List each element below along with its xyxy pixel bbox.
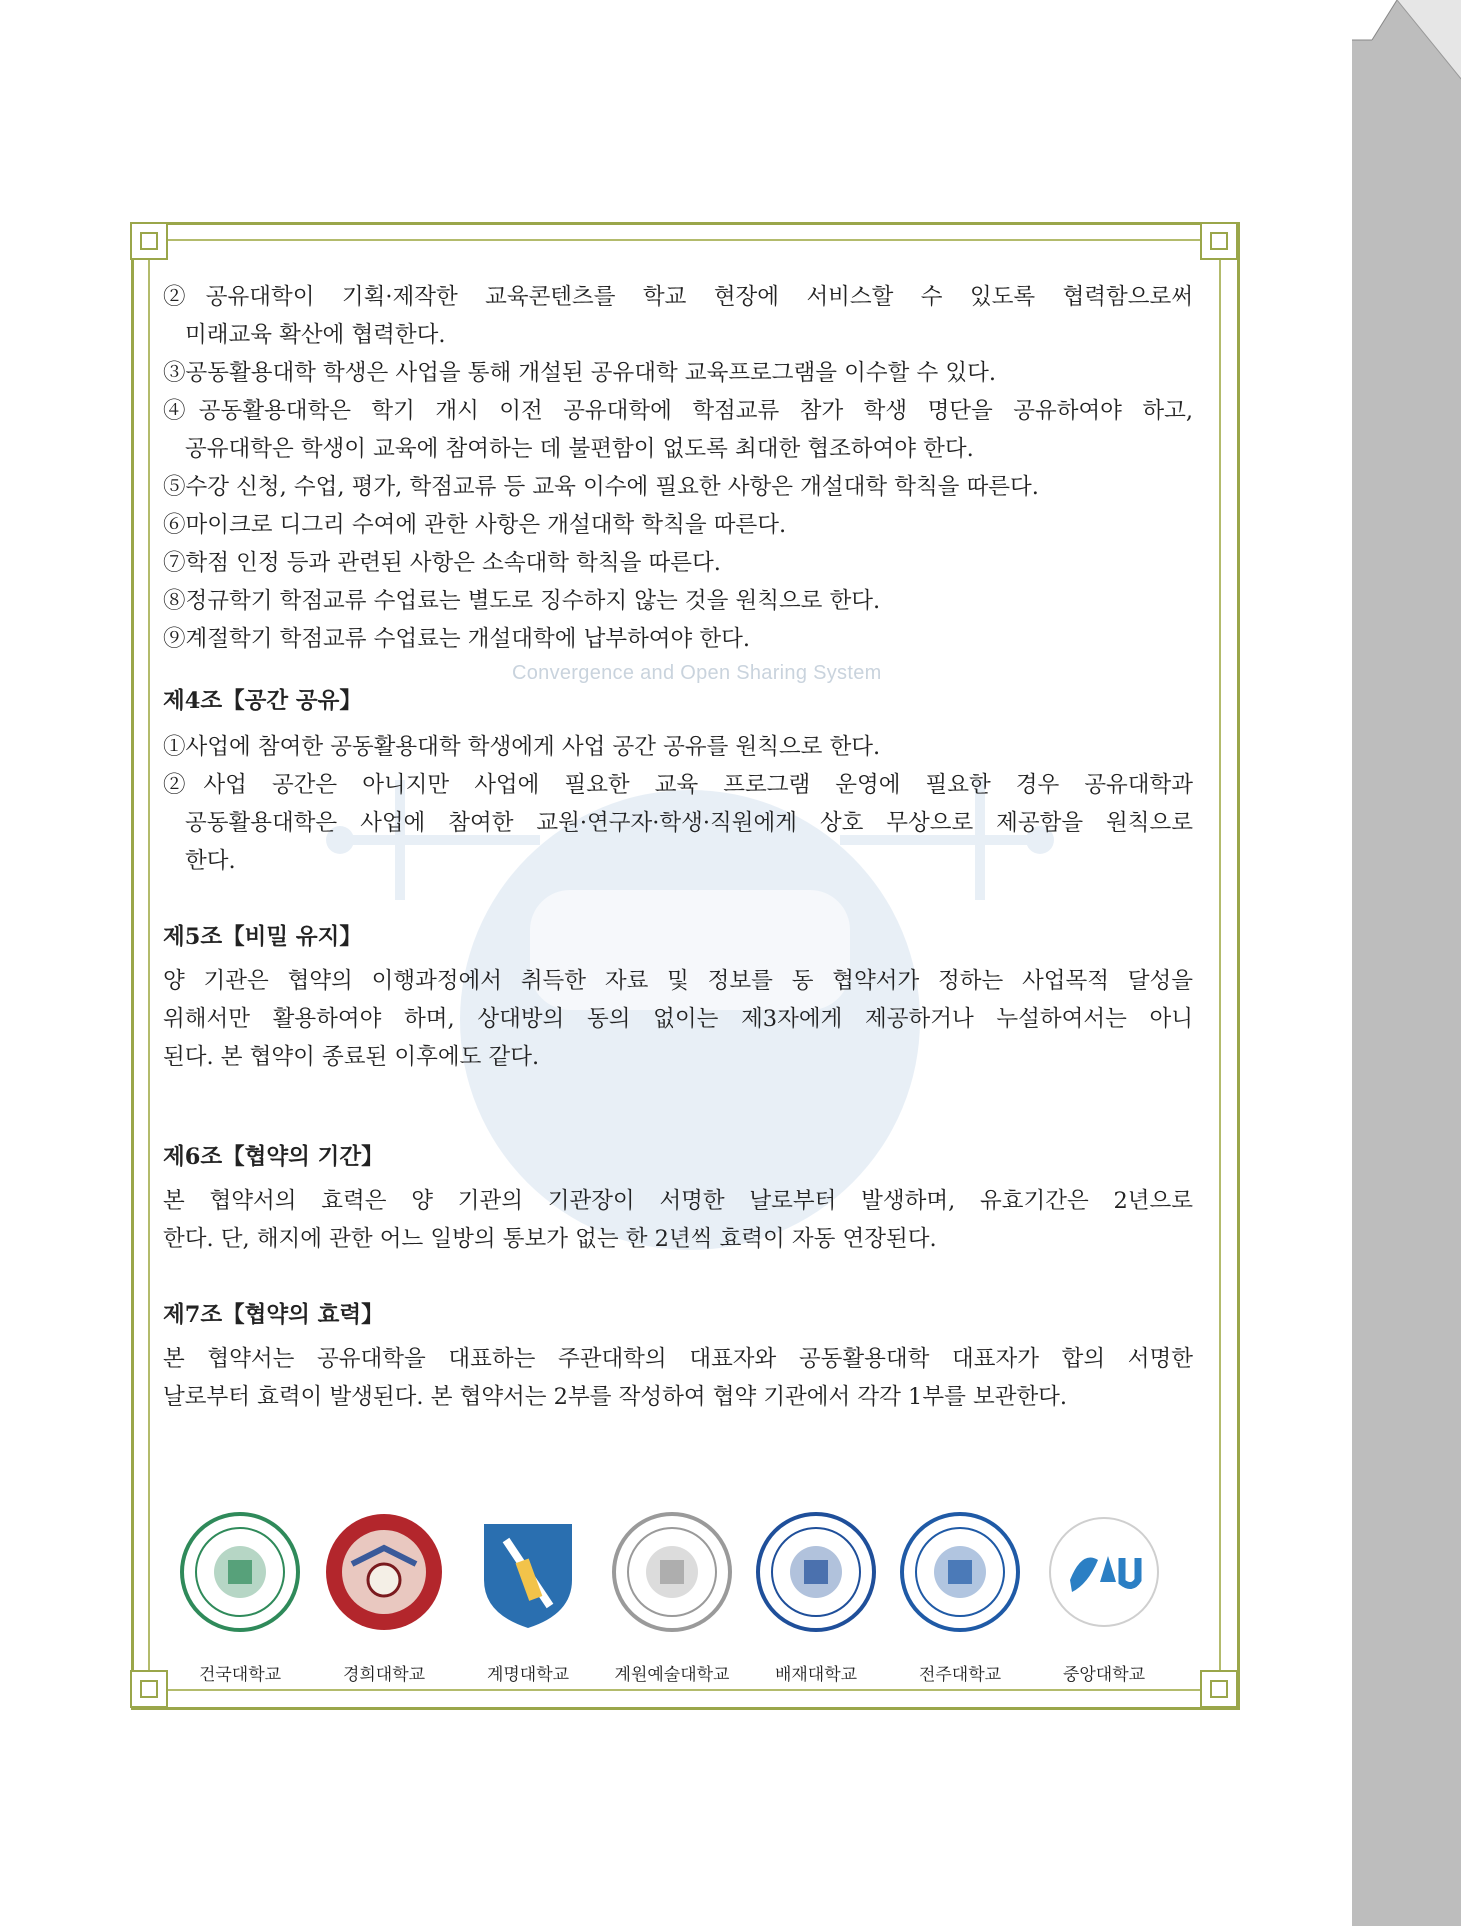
clause-line: 공동활용대학은 사업에 참여한 교원·연구자·학생·직원에게 상호 무상으로 제공함을 원칙으로: [185, 810, 1193, 836]
university-name: 중앙대학교: [1062, 1665, 1146, 1685]
kaywon-seal-icon: [610, 1510, 734, 1634]
watermark-caption: Convergence and Open Sharing System: [512, 662, 882, 684]
clause-line: ⑤수강 신청, 수업, 평가, 학점교류 등 교육 이수에 필요한 사항은 개설대학 학칙을 따른다.: [163, 474, 1039, 500]
university-name: 전주대학교: [918, 1665, 1002, 1685]
clause-line: ⑥마이크로 디그리 수여에 관한 사항은 개설대학 학칙을 따른다.: [163, 512, 787, 538]
page-edge-shadow: [1352, 0, 1461, 1926]
frame-corner-ornament: [130, 1670, 168, 1708]
clause-line: ⑦학점 인정 등과 관련된 사항은 소속대학 학칙을 따른다.: [163, 550, 721, 576]
university-logo: [890, 1510, 1030, 1685]
article4-title: 제4조【공간 공유】: [163, 688, 362, 714]
clause-line: 공유대학은 학생이 교육에 참여하는 데 불편함이 없도록 최대한 협조하여야 한다.: [185, 436, 974, 462]
article3-continued: [163, 278, 1193, 658]
paragraph-line: 날로부터 효력이 발생된다. 본 협약서는 2부를 작성하여 협약 기관에서 각각 1부를 보관한다.: [163, 1384, 1068, 1410]
clause-line: ②공유대학이 기획·제작한 교육콘텐츠를 학교 현장에 서비스할 수 있도록 협력함으로써: [163, 284, 1193, 310]
konkuk-seal-icon: [178, 1510, 302, 1634]
paragraph-line: 한다. 단, 해지에 관한 어느 일방의 통보가 없는 한 2년씩 효력이 자동 연장된다.: [163, 1226, 937, 1252]
university-logo: [170, 1510, 310, 1685]
frame-corner-ornament: [1200, 222, 1238, 260]
jeonju-seal-icon: [898, 1510, 1022, 1634]
paragraph-line: 본 협약서는 공유대학을 대표하는 주관대학의 대표자와 공동활용대학 대표자가 합의 서명한: [163, 1346, 1193, 1372]
cau-logo-icon: [1042, 1510, 1166, 1634]
paichai-seal-icon: [754, 1510, 878, 1634]
university-logo: [314, 1510, 454, 1685]
university-name: 배재대학교: [774, 1665, 858, 1685]
university-logo: [746, 1510, 886, 1685]
clause-line: ①사업에 참여한 공동활용대학 학생에게 사업 공간 공유를 원칙으로 한다.: [163, 734, 881, 760]
article7-title: 제7조【협약의 효력】: [163, 1302, 384, 1328]
paragraph-line: 된다. 본 협약이 종료된 이후에도 같다.: [163, 1044, 540, 1070]
article5-title: 제5조【비밀 유지】: [163, 924, 362, 950]
article6-title: 제6조【협약의 기간】: [163, 1144, 384, 1170]
university-name: 건국대학교: [198, 1665, 282, 1685]
clause-line: ②사업 공간은 아니지만 사업에 필요한 교육 프로그램 운영에 필요한 경우 공유대학과: [163, 772, 1193, 798]
university-name: 계명대학교: [486, 1665, 570, 1685]
kyunghee-seal-icon: [322, 1510, 446, 1634]
clause-line: ⑨계절학기 학점교류 수업료는 개설대학에 납부하여야 한다.: [163, 626, 751, 652]
frame-corner-ornament: [1200, 1670, 1238, 1708]
university-name: 경희대학교: [342, 1665, 426, 1685]
university-logo: [602, 1510, 742, 1685]
paragraph-line: 본 협약서의 효력은 양 기관의 기관장이 서명한 날로부터 발생하며, 유효기간은 2년으로: [163, 1188, 1193, 1214]
clause-line: 미래교육 확산에 협력한다.: [185, 322, 446, 348]
clause-line: ③공동활용대학 학생은 사업을 통해 개설된 공유대학 교육프로그램을 이수할 수 있다.: [163, 360, 997, 386]
university-logos-row: [170, 1510, 1200, 1690]
article4-items: [163, 728, 1193, 880]
article6-paragraph: [163, 1182, 1193, 1258]
university-name: 계원예술대학교: [614, 1665, 730, 1685]
clause-line: 한다.: [185, 848, 236, 874]
article7-paragraph: [163, 1340, 1193, 1416]
article5-paragraph: [163, 962, 1193, 1076]
paragraph-line: 양 기관은 협약의 이행과정에서 취득한 자료 및 정보를 동 협약서가 정하는 사업목적 달성을: [163, 968, 1193, 994]
university-logo: [458, 1510, 598, 1685]
frame-corner-ornament: [130, 222, 168, 260]
paragraph-line: 위해서만 활용하여야 하며, 상대방의 동의 없이는 제3자에게 제공하거나 누설하여서는 아니: [163, 1006, 1193, 1032]
clause-line: ⑧정규학기 학점교류 수업료는 별도로 징수하지 않는 것을 원칙으로 한다.: [163, 588, 881, 614]
agreement-body: [163, 278, 1193, 1416]
clause-line: ④공동활용대학은 학기 개시 이전 공유대학에 학점교류 참가 학생 명단을 공유하여야 하고,: [163, 398, 1193, 424]
keimyung-shield-icon: [466, 1510, 590, 1634]
university-logo: [1034, 1510, 1174, 1685]
